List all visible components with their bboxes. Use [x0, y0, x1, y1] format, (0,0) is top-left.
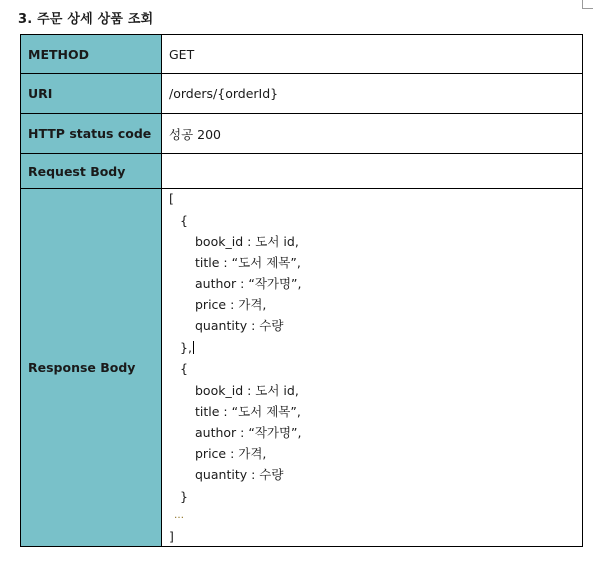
code-line: { — [180, 361, 188, 376]
code-line-text: }, — [180, 340, 192, 355]
code-line: book_id : 도서 id, — [195, 383, 299, 398]
section-title: 3. 주문 상세 상품 조회 — [18, 12, 154, 27]
code-line: ] — [169, 529, 174, 544]
uri-value[interactable]: /orders/{orderId} — [162, 74, 583, 114]
code-line: { — [180, 213, 188, 228]
code-line: quantity : 수량 — [195, 467, 284, 482]
table-row-method — [21, 35, 583, 74]
code-line: title : “도서 제목”, — [195, 255, 301, 270]
request-body-value[interactable] — [162, 154, 583, 189]
uri-label: URI — [21, 74, 162, 114]
table-row-request-body — [21, 154, 583, 189]
api-spec-table — [20, 34, 583, 547]
status-code-value[interactable]: 성공 200 — [162, 114, 583, 154]
request-body-label: Request Body — [21, 154, 162, 189]
code-line: author : “작가명”, — [195, 425, 302, 440]
response-body-code — [162, 189, 582, 546]
method-label: METHOD — [21, 35, 162, 74]
code-line: price : 가격, — [195, 446, 267, 461]
code-line: quantity : 수량 — [195, 318, 284, 333]
code-line: title : “도서 제목”, — [195, 404, 301, 419]
code-line: … — [174, 510, 184, 521]
code-line: [ — [169, 191, 174, 206]
table-row-status — [21, 114, 583, 154]
method-value[interactable]: GET — [162, 35, 583, 74]
response-body-label: Response Body — [21, 189, 162, 547]
code-line — [180, 341, 194, 355]
code-line: } — [180, 489, 188, 504]
code-line: book_id : 도서 id, — [195, 234, 299, 249]
response-body-value[interactable] — [162, 189, 583, 547]
code-line: author : “작가명”, — [195, 276, 302, 291]
status-code-label: HTTP status code — [21, 114, 162, 154]
code-line: price : 가격, — [195, 297, 267, 312]
table-row-response-body — [21, 189, 583, 547]
page-corner-mark — [582, 0, 593, 9]
table-row-uri — [21, 74, 583, 114]
text-cursor — [193, 341, 194, 354]
